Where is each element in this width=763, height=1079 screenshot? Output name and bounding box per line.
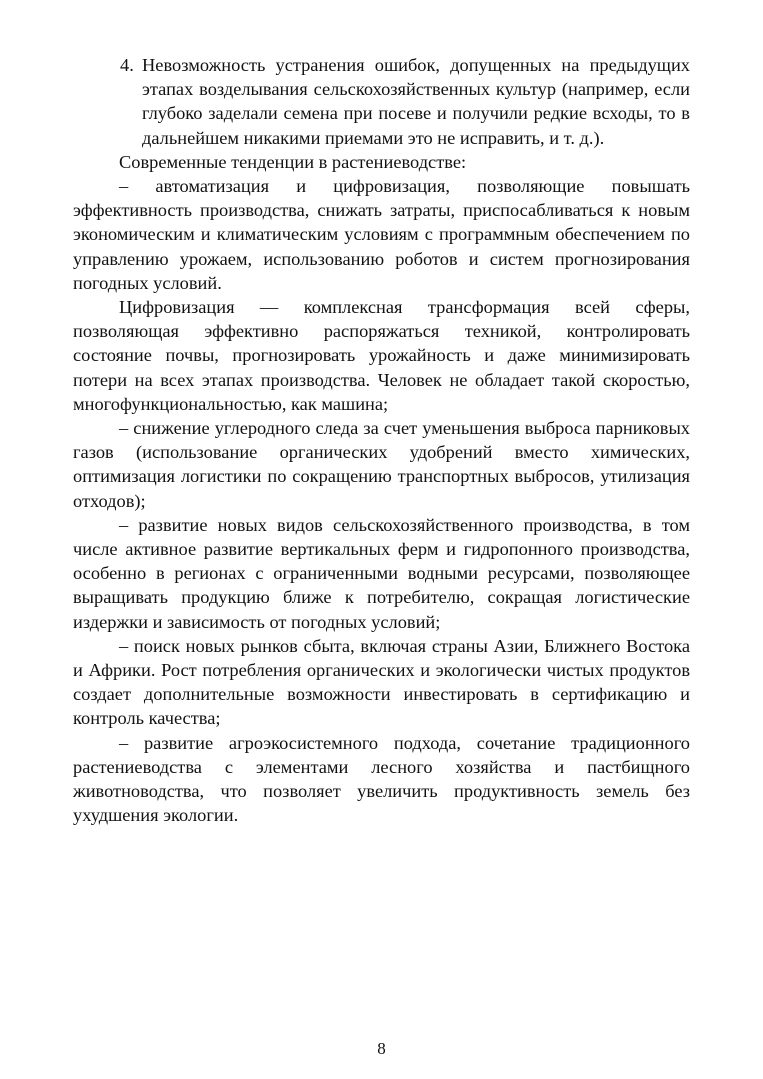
page-body: [73, 53, 690, 828]
paragraph-automation: – автоматизация и цифровизация, позволяющие повышать эффективность производства, снижать затраты, приспосабливаться к новым экономическим и климатическим условиям с программным обеспечением по управлению урожаем, использованию роботов и систем прогнозирования погодных условий.: [73, 176, 690, 293]
paragraph-new-markets: – поиск новых рынков сбыта, включая страны Азии, Ближнего Востока и Африки. Рост потребления органических и экологически чистых продуктов создает дополнительные возможности инвестировать в сертификацию и контроль качества;: [73, 635, 690, 729]
list-item-text: Невозможность устранения ошибок, допущенных на предыдущих этапах возделывания сельскохозяйственных культур (например, если глубоко заделали семена при посеве и получили редкие всходы, то в дальнейшем никакими приемами это не исправить, и т. д.).: [142, 55, 690, 148]
numbered-list-item: 4. Невозможность устранения ошибок, допущенных на предыдущих этапах возделывания сельскохозяйственных культур (например, если глубоко заделали семена при посеве и получили редкие всходы, то в дальнейшем никакими приемами это не исправить, и т. д.).: [142, 53, 690, 150]
paragraph-new-production: – развитие новых видов сельскохозяйственного производства, в том числе активное развитие вертикальных ферм и гидропонного производства, особенно в регионах с ограниченными водными ресурсами, позволяющее выращивать продукцию ближе к потребителю, сокращая логистические издержки и зависимость от погодных условий;: [73, 514, 690, 632]
paragraph-agroecosystem: – развитие агроэкосистемного подхода, сочетание традиционного растениеводства с элементами лесного хозяйства и пастбищного животноводства, что позволяет увеличить продуктивность земель без ухудшения экологии.: [73, 732, 690, 826]
paragraph-carbon-footprint: – снижение углеродного следа за счет уменьшения выброса парниковых газов (использование органических удобрений вместо химических, оптимизация логистики по сокращению транспортных выбросов, утилизация отходов);: [73, 418, 690, 511]
paragraph-digitalization: Цифровизация — комплексная трансформация всей сферы, позволяющая эффективно распоряжаться техникой, контролировать состояние почвы, прогнозировать урожайность и даже минимизировать потери на всех этапах производства. Человек не обладает такой скоростью, многофункциональностью, как машина;: [73, 297, 690, 414]
page-number: 8: [377, 1039, 386, 1058]
section-heading-paragraph: Современные тенденции в растениеводстве:: [119, 151, 467, 172]
